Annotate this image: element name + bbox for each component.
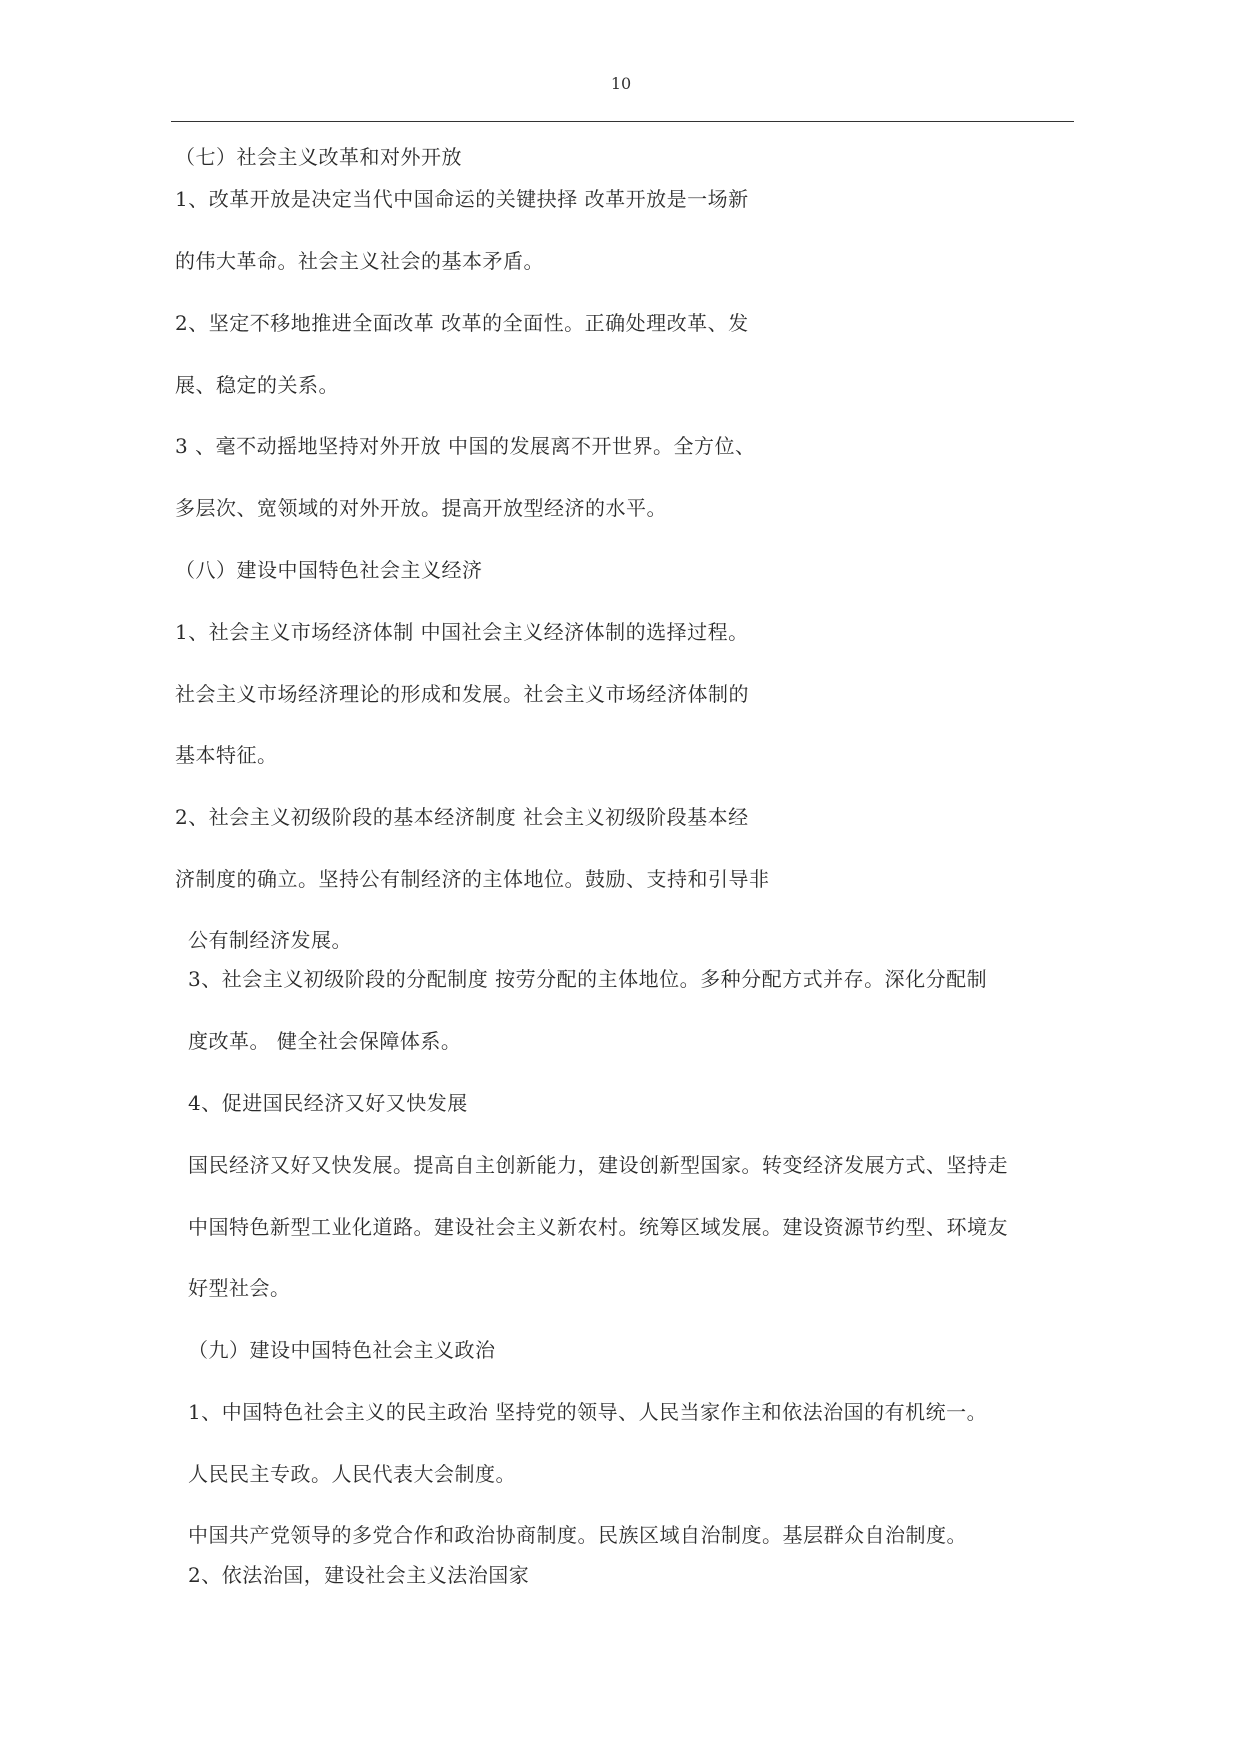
body-line: 社会主义市场经济理论的形成和发展。社会主义市场经济体制的 bbox=[175, 682, 749, 706]
heading-section-7: （七）社会主义改革和对外开放 bbox=[175, 145, 462, 169]
body-line: 3、社会主义初级阶段的分配制度 按劳分配的主体地位。多种分配方式并存。深化分配制 bbox=[188, 967, 988, 991]
body-line: 人民民主专政。人民代表大会制度。 bbox=[188, 1462, 516, 1486]
body-line: 好型社会。 bbox=[188, 1276, 291, 1300]
body-line: 1、改革开放是决定当代中国命运的关键抉择 改革开放是一场新 bbox=[175, 187, 749, 211]
heading-section-8: （八）建设中国特色社会主义经济 bbox=[175, 558, 483, 582]
page-number: 10 bbox=[610, 74, 632, 93]
header-rule bbox=[171, 121, 1074, 122]
body-line: 1、中国特色社会主义的民主政治 坚持党的领导、人民当家作主和依法治国的有机统一。 bbox=[188, 1400, 988, 1424]
body-line: 中国共产党领导的多党合作和政治协商制度。民族区域自治制度。基层群众自治制度。 bbox=[188, 1523, 967, 1547]
body-line: 度改革。 健全社会保障体系。 bbox=[188, 1029, 462, 1053]
body-line: 国民经济又好又快发展。提高自主创新能力，建设创新型国家。转变经济发展方式、坚持走 bbox=[188, 1153, 1008, 1177]
body-line: 2、社会主义初级阶段的基本经济制度 社会主义初级阶段基本经 bbox=[175, 805, 749, 829]
body-line: 多层次、宽领域的对外开放。提高开放型经济的水平。 bbox=[175, 496, 667, 520]
body-line: 的伟大革命。社会主义社会的基本矛盾。 bbox=[175, 249, 544, 273]
body-line: 3 、毫不动摇地坚持对外开放 中国的发展离不开世界。全方位、 bbox=[175, 434, 756, 458]
body-line: 基本特征。 bbox=[175, 743, 278, 767]
body-line: 济制度的确立。坚持公有制经济的主体地位。鼓励、支持和引导非 bbox=[175, 867, 770, 891]
body-line: 展、稳定的关系。 bbox=[175, 373, 339, 397]
body-line: 中国特色新型工业化道路。建设社会主义新农村。统筹区域发展。建设资源节约型、环境友 bbox=[188, 1215, 1008, 1239]
body-line: 4、促进国民经济又好又快发展 bbox=[188, 1091, 468, 1115]
body-line: 公有制经济发展。 bbox=[188, 928, 352, 952]
body-line: 2、依法治国，建设社会主义法治国家 bbox=[188, 1563, 530, 1587]
body-line: 2、坚定不移地推进全面改革 改革的全面性。正确处理改革、发 bbox=[175, 311, 749, 335]
body-line: 1、社会主义市场经济体制 中国社会主义经济体制的选择过程。 bbox=[175, 620, 749, 644]
heading-section-9: （九）建设中国特色社会主义政治 bbox=[188, 1338, 496, 1362]
